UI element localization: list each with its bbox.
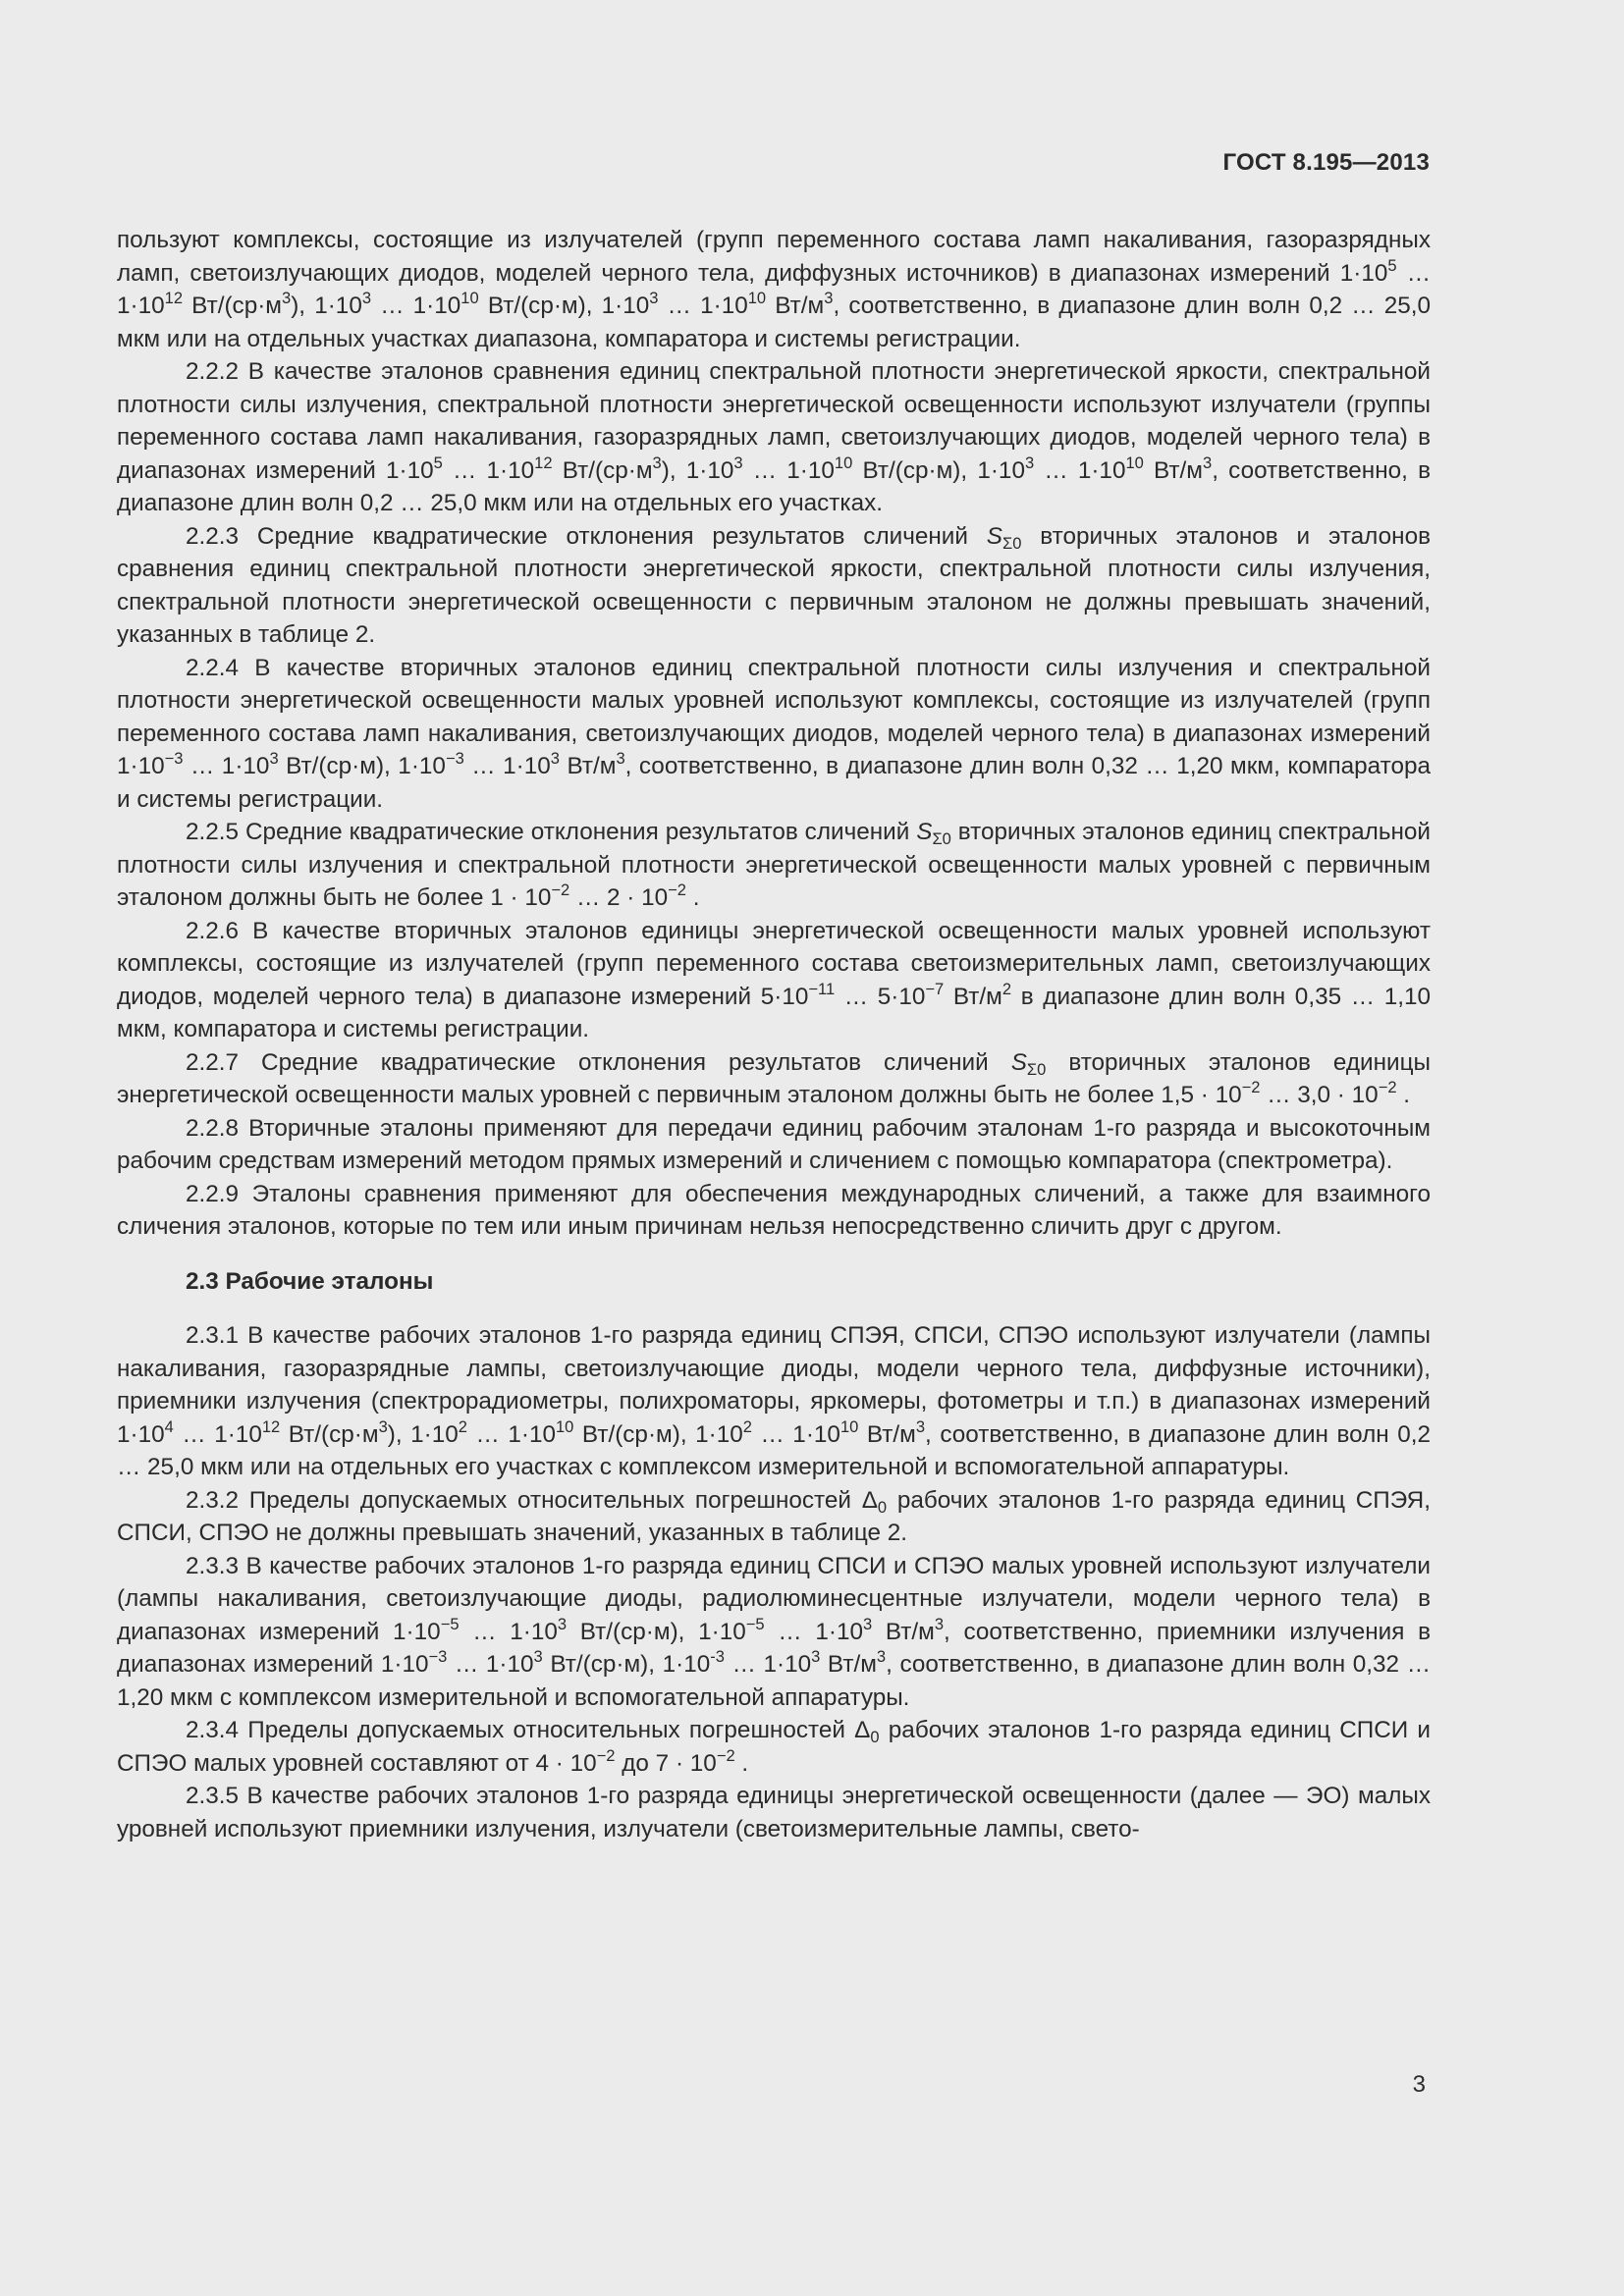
paragraph-2-2-7: 2.2.7 Средние квадратические отклонения результатов сличений $S_{\Sigma 0}$ вторичных эталонов единицы энергетической освещенности малых уровней с первичным эталоном должны быть не более $1,5 \cdot 10^{-2}$ … $3,0 \cdot 10^{-2}$ .: [117, 1048, 1431, 1108]
paragraph-2-2-2: 2.2.2 В качестве эталонов сравнения единиц спектральной плотности энергетической яркости, спектральной плотности силы излучения, спектральной плотности энергетической освещенности используют излучатели (группы переменного состава ламп накаливания, газоразрядных ламп, светоизлучающих диодов, моделей черного тела) в диапазонах измерений $1\cdot 10^5$ … $1\cdot 10^{12}$ $Вт/(ср\cdot м^3)$, $1\cdot 10^3$ … $1\cdot 10^{10}$ Вт/(ср·м), $1\cdot 10^3$ … $1\cdot 10^{10}$ $Вт/м^3$, соответственно, в диапазоне длин волн 0,2 … 25,0 мкм или на отдельных его участках.: [117, 358, 1432, 516]
paragraph-continued: пользуют комплексы, состоящие из излучателей (групп переменного состава ламп накаливания, газоразрядных ламп, светоизлучающих диодов, моделей черного тела, диффузных источников) в диапазонах измерений $1\cdot 10^5$ … $1\cdot 10^{12}$ $Вт/(ср\cdot м^3)$, $1\cdot 10^3$ … $1\cdot 10^{10}$ Вт/(ср·м), $1\cdot 10^3$ … $1\cdot 10^{10}$ $Вт/м^3$, соответственно, в диапазоне длин волн 0,2 … 25,0 мкм или на отдельных участках диапазона, компаратора и системы регистрации.: [117, 227, 1432, 352]
paragraph-2-3-3: 2.3.3 В качестве рабочих эталонов 1-го разряда единиц СПСИ и СПЭО малых уровней используют излучатели (лампы накаливания, светоизлучающие диоды, радиолюминесцентные излучатели, модели черного тела) в диапазонах измерений $1\cdot 10^{-5}$ … $1\cdot 10^3$ Вт/(ср·м), $1\cdot 10^{-5}$ … $1\cdot 10^3$ $Вт/м^3$, соответственно, приемники излучения в диапазонах измерений $1\cdot 10^{-3}$ … $1\cdot 10^3$ Вт/(ср·м), $1\cdot 10^{-3}$ … $1\cdot 10^3$ $Вт/м^3$, соответственно, в диапазоне длин волн 0,32 … 1,20 мкм с комплексом измерительной и вспомогательной аппаратуры.: [117, 1552, 1432, 1711]
page-number: 3: [1412, 2071, 1426, 2098]
paragraph-2-2-9: 2.2.9 Эталоны сравнения применяют для обеспечения международных сличений, а также для взаимного сличения эталонов, которые по тем или иным причинам нельзя непосредственно сличить друг с другом.: [117, 1180, 1431, 1240]
paragraph-2-3-1: 2.3.1 В качестве рабочих эталонов 1-го разряда единиц СПЭЯ, СПСИ, СПЭО используют излучатели (лампы накаливания, газоразрядные лампы, светоизлучающие диоды, модели черного тела, диффузные источники), приемники излучения (спектрорадиометры, полихроматоры, яркомеры, фотометры и т.п.) в диапазонах измерений $1\cdot 10^4$ … $1\cdot 10^{12}$ $Вт/(ср\cdot м^3)$, $1\cdot 10^2$ … $1\cdot 10^{10}$ Вт/(ср·м), $1\cdot 10^2$ … $1\cdot 10^{10}$ $Вт/м^3$, соответственно, в диапазоне длин волн 0,2 … 25,0 мкм или на отдельных его участках с комплексом измерительной и вспомогательной аппаратуры.: [117, 1322, 1431, 1480]
section-heading-2-3: 2.3 Рабочие эталоны: [186, 1267, 434, 1295]
paragraph-2-2-4: 2.2.4 В качестве вторичных эталонов единиц спектральной плотности силы излучения и спектральной плотности энергетической освещенности малых уровней используют комплексы, состоящие из излучателей (групп переменного состава ламп накаливания, светоизлучающих диодов, моделей черного тела) в диапазонах измерений $1\cdot 10^{-3}$ … $1\cdot 10^3$ Вт/(ср·м), $1\cdot 10^{-3}$ … $1\cdot 10^3$ $Вт/м^3$, соответственно, в диапазоне длин волн 0,32 … 1,20 мкм, компаратора и системы регистрации.: [117, 654, 1431, 813]
paragraph-2-2-5: 2.2.5 Средние квадратические отклонения результатов сличений $S_{\Sigma 0}$ вторичных эталонов единиц спектральной плотности силы излучения и спектральной плотности энергетической освещенности малых уровней с первичным эталоном должны быть не более $1 \cdot 10^{-2}$ … $2 \cdot 10^{-2}$ .: [117, 819, 1431, 911]
paragraph-2-3-2: 2.3.2 Пределы допускаемых относительных погрешностей $\Delta_0$ рабочих эталонов 1-го разряда единиц СПЭЯ, СПСИ, СПЭО не должны превышать значений, указанных в таблице 2.: [117, 1486, 1431, 1546]
paragraph-2-2-8: 2.2.8 Вторичные эталоны применяют для передачи единиц рабочим эталонам 1-го разряда и высокоточным рабочим средствам измерений методом прямых измерений и сличением с помощью компаратора (спектрометра).: [117, 1114, 1431, 1174]
paragraph-2-3-5: 2.3.5 В качестве рабочих эталонов 1-го разряда единицы энергетической освещенности (далее — ЭО) малых уровней используют приемники излучения, излучатели (светоизмерительные лампы, свето-: [117, 1783, 1431, 1842]
document-header: ГОСТ 8.195—2013: [1222, 149, 1430, 176]
document-body: [117, 224, 1431, 1845]
paragraph-2-2-3: 2.2.3 Средние квадратические отклонения результатов сличений $S_{\Sigma 0}$ вторичных эталонов и эталонов сравнения единиц спектральной плотности энергетической яркости, спектральной плотности силы излучения, спектральной плотности энергетической освещенности с первичным эталоном не должны превышать значений, указанных в таблице 2.: [117, 522, 1431, 648]
paragraph-2-3-4: 2.3.4 Пределы допускаемых относительных погрешностей $\Delta_0$ рабочих эталонов 1-го разряда единиц СПСИ и СПЭО малых уровней составляют от $4 \cdot 10^{-2}$ до $7 \cdot 10^{-2}$ .: [117, 1717, 1431, 1777]
paragraph-2-2-6: 2.2.6 В качестве вторичных эталонов единицы энергетической освещенности малых уровней используют комплексы, состоящие из излучателей (групп переменного состава светоизмерительных ламп, светоизлучающих диодов, моделей черного тела) в диапазоне измерений $5\cdot 10^{-11}$ … $5\cdot 10^{-7}$ $Вт/м^2$ в диапазоне длин волн 0,35 … 1,10 мкм, компаратора и системы регистрации.: [117, 917, 1431, 1042]
